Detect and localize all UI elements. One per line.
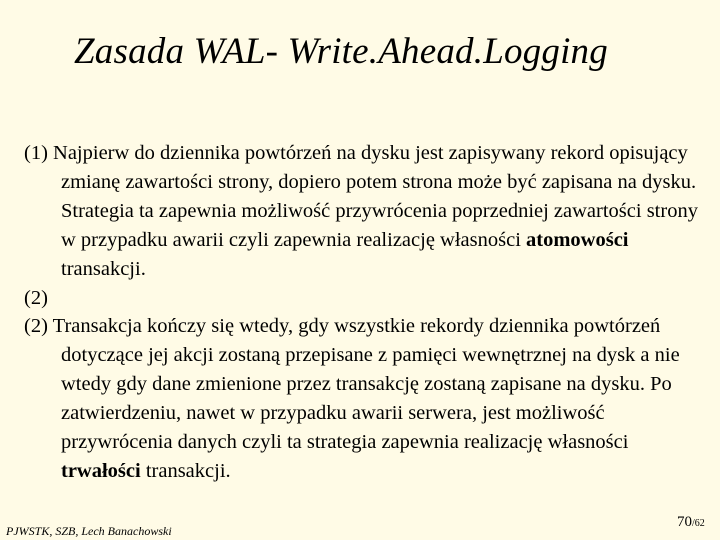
page-total: /62 bbox=[692, 518, 705, 529]
paragraph-1-tail: transakcji. bbox=[61, 257, 146, 280]
paragraph-2 bbox=[24, 284, 700, 313]
page-current: 70 bbox=[677, 514, 692, 530]
paragraph-3-tail: transakcji. bbox=[140, 459, 231, 482]
paragraph-3-bold: trwałości bbox=[61, 459, 141, 482]
paragraph-1-bold: atomowości bbox=[526, 228, 629, 251]
slide-body bbox=[24, 139, 700, 486]
slide-footer: PJWSTK, SZB, Lech Banachowski bbox=[6, 524, 172, 538]
page-number bbox=[677, 514, 705, 531]
paragraph-2-text: (2) bbox=[24, 286, 48, 309]
slide-title: Zasada WAL- Write.Ahead.Logging bbox=[74, 31, 608, 72]
paragraph-1-text: (1) Najpierw do dziennika powtórzeń na dysku jest zapisywany rekord opisujący zmianę zawartości strony, dopiero potem strona może być zapisana na dysku. Strategia ta zapewnia możliwość przywrócenia poprzedniej zawartości strony w przypadku awarii czyli zapewnia realizację własności bbox=[24, 142, 698, 251]
paragraph-1 bbox=[24, 139, 700, 284]
paragraph-3 bbox=[24, 312, 700, 485]
paragraph-3-text: (2) Transakcja kończy się wtedy, gdy wszystkie rekordy dziennika powtórzeń dotyczące jej akcji zostaną przepisane z pamięci wewnętrznej na dysk a nie wtedy gdy dane zmienione przez transakcję zostaną zapisane na dysku. Po zatwierdzeniu, nawet w przypadku awarii serwera, jest możliwość przywrócenia danych czyli ta strategia zapewnia realizację własności bbox=[24, 315, 680, 454]
